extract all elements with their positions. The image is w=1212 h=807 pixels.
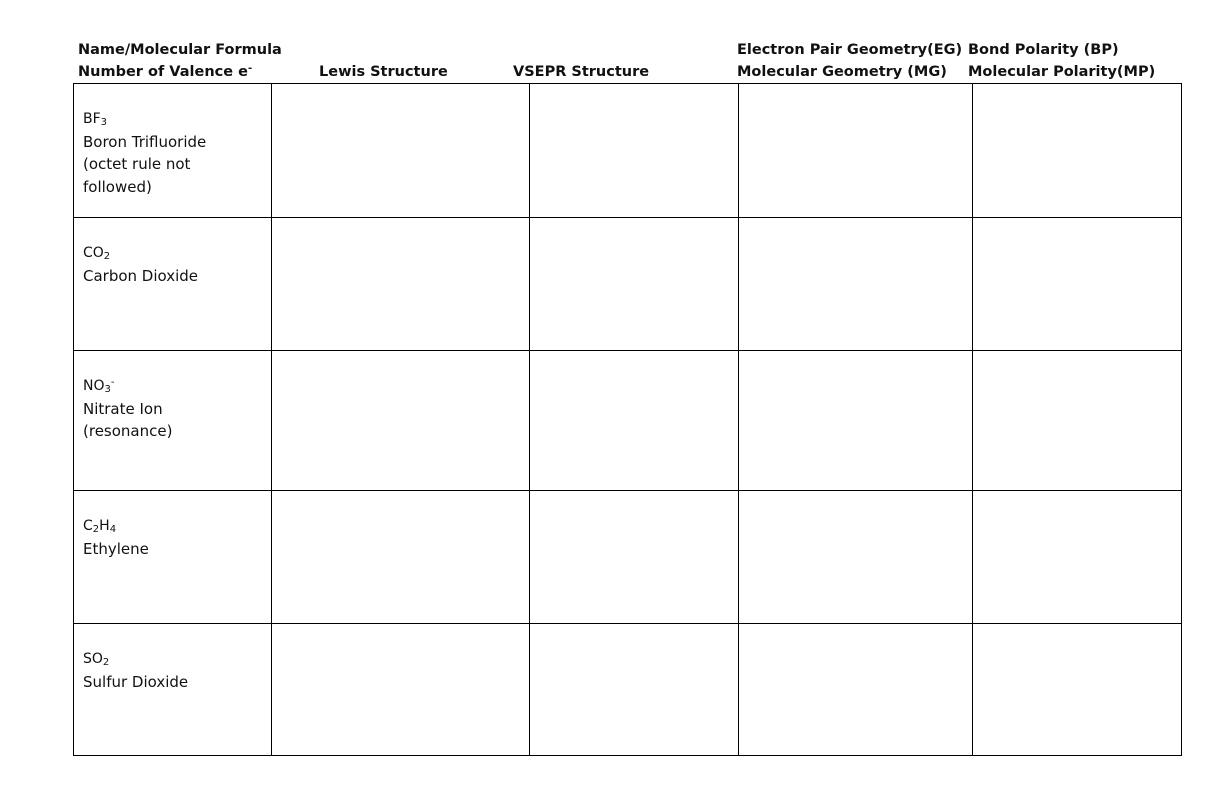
formula-text: CO (83, 245, 104, 261)
molecule-name: Boron Trifluoride (83, 132, 207, 151)
molecule-formula (83, 108, 271, 131)
lewis-structure-cell[interactable] (272, 218, 530, 351)
formula-subscript: 2 (102, 657, 110, 668)
molecule-name: Nitrate Ion (83, 399, 163, 418)
header-vsepr-structure: VSEPR Structure (513, 64, 650, 80)
table-row (74, 351, 1182, 491)
molecule-cell (74, 218, 272, 351)
polarity-cell[interactable] (973, 84, 1182, 218)
formula-subscript: 2 (92, 524, 100, 535)
formula-subscript: 4 (109, 524, 117, 535)
molecule-formula (83, 648, 271, 671)
geometry-cell[interactable] (739, 351, 973, 491)
header-bond-polarity: Bond Polarity (BP) (968, 42, 1119, 58)
table-row (74, 491, 1182, 624)
header-electron-pair-geometry: Electron Pair Geometry(EG) (737, 42, 963, 58)
table-row (74, 218, 1182, 351)
vsepr-structure-cell[interactable] (530, 218, 739, 351)
molecule-note: (octet rule not (83, 155, 191, 173)
lewis-structure-cell[interactable] (272, 624, 530, 756)
molecule-cell (74, 84, 272, 218)
polarity-cell[interactable] (973, 624, 1182, 756)
molecule-formula (83, 375, 271, 398)
molecule-note: (resonance) (83, 422, 173, 440)
formula-text: H (99, 518, 110, 534)
vsepr-structure-cell[interactable] (530, 351, 739, 491)
header-molecular-polarity: Molecular Polarity(MP) (968, 64, 1156, 80)
molecule-formula (83, 242, 271, 265)
vsepr-structure-cell[interactable] (530, 491, 739, 624)
geometry-cell[interactable] (739, 84, 973, 218)
formula-subscript: 3 (104, 384, 111, 395)
lewis-structure-cell[interactable] (272, 351, 530, 491)
header-lewis-structure: Lewis Structure (319, 64, 448, 80)
vsepr-structure-cell[interactable] (530, 624, 739, 756)
header-name-formula (78, 39, 282, 83)
worksheet-table (73, 83, 1182, 756)
molecule-name: Sulfur Dioxide (83, 672, 189, 691)
formula-text: NO (83, 378, 105, 394)
table-row (74, 624, 1182, 756)
formula-superscript: - (110, 377, 115, 388)
formula-subscript: 3 (100, 117, 108, 128)
vsepr-structure-cell[interactable] (530, 84, 739, 218)
header-valence-electrons-text: Number of Valence e (78, 64, 248, 80)
molecule-name: Ethylene (83, 539, 149, 558)
molecule-cell (74, 624, 272, 756)
geometry-cell[interactable] (739, 491, 973, 624)
geometry-cell[interactable] (739, 218, 973, 351)
molecule-formula (83, 515, 271, 538)
polarity-cell[interactable] (973, 218, 1182, 351)
header-molecular-geometry: Molecular Geometry (MG) (737, 64, 947, 80)
lewis-structure-cell[interactable] (272, 84, 530, 218)
header-valence-electrons (78, 61, 282, 83)
formula-text: BF (83, 111, 101, 127)
molecule-name: Carbon Dioxide (83, 266, 199, 285)
formula-subscript: 2 (103, 251, 111, 262)
header-polarity (968, 39, 1155, 83)
lewis-structure-cell[interactable] (272, 491, 530, 624)
header-valence-electrons-sup: - (247, 63, 253, 74)
polarity-cell[interactable] (973, 351, 1182, 491)
molecule-note: followed) (83, 177, 152, 196)
geometry-cell[interactable] (739, 624, 973, 756)
table-row (74, 84, 1182, 218)
header-name-formula-line1: Name/Molecular Formula (78, 42, 282, 58)
molecule-cell (74, 351, 272, 491)
polarity-cell[interactable] (973, 491, 1182, 624)
formula-text: C (83, 518, 93, 534)
formula-text: SO (83, 651, 103, 667)
header-geometry (737, 39, 962, 83)
molecule-cell (74, 491, 272, 624)
